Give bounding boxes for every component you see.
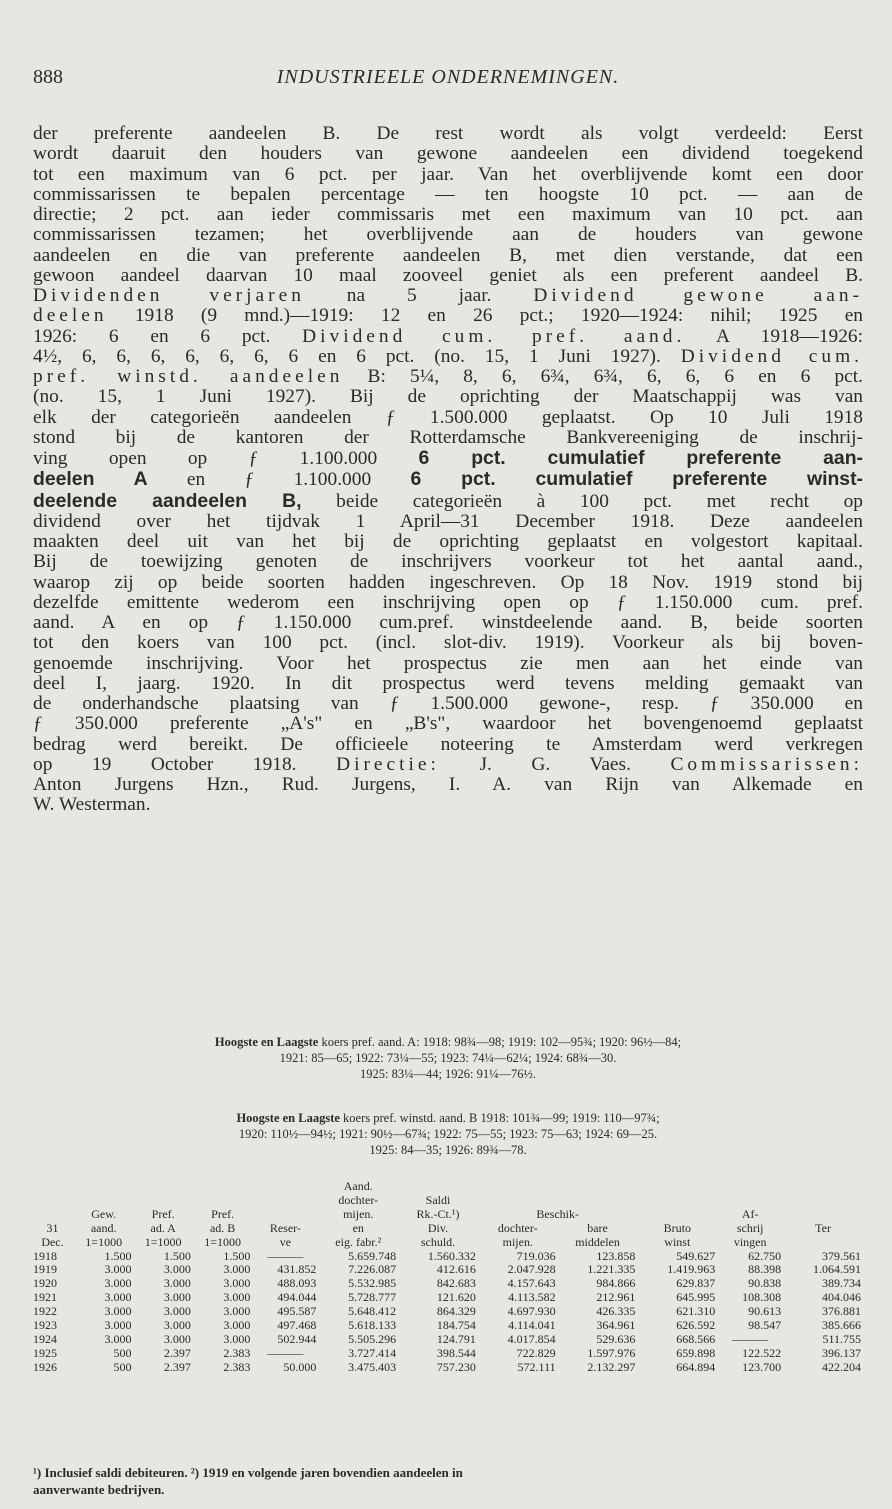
column-header: vingen [733,1234,767,1249]
column-header: Ter [815,1220,831,1235]
table-cell: 124.791 [436,1331,476,1346]
column-header: Reser- [269,1220,301,1235]
text-run: 1926: 6 en 6 pct. [33,326,303,347]
text-line: directie; 2 pct. aan ieder commissaris met een maximum van 10 pct. aan [33,205,863,225]
table-header-row [31,1236,863,1250]
financial-table [31,1180,863,1375]
text-line [33,469,863,490]
table-cell: 422.204 [822,1359,861,1374]
koers-lead: Hoogste en Laagste [236,1111,340,1125]
text-run: op 19 October 1918. [33,754,337,775]
bold-heading: 6 pct. cumulatief preferente winst- [410,469,863,491]
table-cell: 1.500 [163,1248,191,1263]
table-cell: 645.995 [676,1290,716,1305]
text-line [33,306,863,326]
table-header [31,1180,863,1250]
column-header: Aand. [343,1179,373,1193]
table-row [31,1291,863,1305]
table-cell: 3.000 [104,1290,132,1305]
text-line: gewoon aandeel daarvan 10 maal zooveel geniet als een preferent aandeel B. [33,265,863,286]
table-cell: 98.547 [748,1318,782,1333]
page-header [33,66,863,96]
table-cell: 495.587 [277,1304,317,1319]
table-cell: 364.961 [596,1318,636,1333]
body-text [33,124,863,816]
text-line: (no. 15, 1 Juni 1927). Bij de oprichting der Maatschappij was van [33,387,863,408]
table-cell: 1.064.591 [813,1262,861,1277]
table-cell: 3.000 [104,1331,132,1346]
column-header: Dec. [41,1234,64,1249]
text-line [33,367,863,387]
table-cell: 3.000 [223,1331,251,1346]
table-cell: 864.329 [436,1304,476,1319]
text-run: en ƒ 1.100.000 [147,469,411,491]
table-cell: 500 [113,1345,132,1360]
table-cell: 511.755 [822,1331,861,1346]
table-cell: 3.000 [223,1304,251,1319]
table-cell: 4.697.930 [507,1304,556,1319]
koers-line [33,1034,863,1050]
page-number: 888 [33,66,63,88]
table-cell: ——— [732,1331,769,1346]
column-header: ad. B [209,1220,236,1235]
table-row [31,1305,863,1319]
column-header: Div. [427,1220,449,1235]
spaced-heading: Dividenden verjaren [33,286,305,306]
running-title: INDUSTRIEELE ONDERNEMINGEN. [276,66,620,88]
spaced-heading: pref. winstd. aandeelen [33,367,344,387]
text-line: de onderhandsche plaatsing van ƒ 1.500.000 gewone-, resp. ƒ 350.000 en [33,694,863,714]
text-line [33,755,863,775]
column-header: dochter- [338,1192,379,1207]
table-row [31,1347,863,1361]
spaced-heading: Dividend gewone aan- [533,286,863,306]
column-header: Pref. [211,1206,235,1221]
table-cell: 212.961 [596,1290,636,1305]
table-cell: 1.500 [104,1248,132,1263]
koers-pref-b [33,1110,863,1158]
koers-text: koers pref. winstd. aand. B 1918: 101¾—99; 1919: 110—97¾; [339,1111,660,1125]
table-cell: 5.728.777 [348,1290,397,1305]
table-cell: 62.750 [748,1248,782,1263]
table-cell: 1925 [33,1345,57,1360]
table-cell: 722.829 [516,1345,556,1360]
table-cell: 629.837 [676,1276,716,1291]
text-run: 1918 (9 mnd.)—1919: 12 en 26 pct.; 1920—1924: nihil; 1925 en [107,306,863,327]
table-cell: 2.397 [163,1345,191,1360]
column-header: dochter- [497,1220,538,1235]
column-header: Pref. [151,1206,175,1221]
text-run: J. G. Vaes. [439,754,671,775]
table-cell: 122.522 [742,1345,782,1360]
table-cell: 1922 [33,1304,57,1319]
koers-pref-a [33,1034,863,1082]
table-cell: 184.754 [436,1318,476,1333]
table-header-row [31,1208,863,1222]
table-cell: ——— [267,1248,304,1263]
table-cell: 3.000 [223,1290,251,1305]
column-header: Gew. [91,1206,117,1221]
table-cell: 3.000 [223,1276,251,1291]
spaced-heading: Commissarissen: [670,754,863,775]
table-cell: 488.093 [277,1276,317,1291]
table-cell: 2.132.297 [587,1359,636,1374]
table-body [31,1250,863,1375]
table-cell: 719.036 [516,1248,556,1263]
text-line [33,491,863,512]
column-header: eig. fabr.² [335,1234,382,1249]
text-line: Anton Jurgens Hzn., Rud. Jurgens, I. A. van Rijn van Alkemade en [33,775,863,795]
table-row [31,1319,863,1333]
table-cell: 5.659.748 [348,1248,397,1263]
table-cell: 108.308 [742,1290,782,1305]
table-cell: 3.000 [223,1262,251,1277]
table-cell: 1924 [33,1331,57,1346]
table-cell: 2.383 [223,1359,251,1374]
column-header: 1=1000 [85,1234,123,1249]
table-cell: 572.111 [517,1359,556,1374]
table-cell: 2.047.928 [507,1262,556,1277]
bold-heading: 6 pct. cumulatief preferente aan- [418,448,863,469]
table-cell: 404.046 [822,1290,861,1305]
text-run: ving open op ƒ 1.100.000 [33,448,419,469]
table-cell: 3.000 [104,1276,132,1291]
table-cell: 3.000 [104,1262,132,1277]
column-header: schrij [736,1220,764,1235]
column-header: Af- [741,1206,759,1221]
table-header-row [31,1180,863,1194]
text-line: bedrag werd bereikt. De officieele noteering te Amsterdam werd verkregen [33,734,863,755]
column-header: ad. A [150,1220,176,1235]
table-header-row [31,1194,863,1208]
table-cell: 1.419.963 [667,1262,716,1277]
table-cell: 426.335 [596,1304,636,1319]
table-cell: 659.898 [676,1345,716,1360]
table-cell: 90.613 [748,1304,782,1319]
column-header: schuld. [420,1234,456,1249]
table-cell: 3.727.414 [348,1345,397,1360]
table-cell: 626.592 [676,1318,716,1333]
table-cell: 5.618.133 [348,1318,397,1333]
footnotes [33,1464,863,1498]
text-line [33,286,863,306]
text-line: genoemde inschrijving. Voor het prospectus zie men aan het einde van [33,653,863,674]
text-line: aand. A en op ƒ 1.150.000 cum.pref. winstdeelende aand. B, beide soorten [33,613,863,633]
table-cell: 3.000 [104,1304,132,1319]
text-run: B: 5¼, 8, 6, 6¾, 6¾, 6, 6, 6 en 6 pct. [343,367,863,387]
column-header: 1=1000 [204,1234,242,1249]
table-cell: 398.544 [436,1345,476,1360]
column-header: bare [587,1220,608,1235]
koers-text: koers pref. aand. A: 1918: 98¾—98; 1919: 102—95¾; 1920: 96½—84; [318,1035,682,1049]
text-line: commissarissen tezamen; het overblijvende aan de houders van gewone [33,225,863,246]
table-cell: 121.620 [436,1290,476,1305]
table-cell: 5.505.296 [348,1331,397,1346]
column-header: aand. [90,1220,117,1235]
table-cell: 1918 [33,1248,57,1263]
table-cell: 842.683 [436,1276,476,1291]
koers-lead: Hoogste en Laagste [214,1035,319,1049]
spaced-heading: Dividend cum. [680,346,863,367]
column-header: Bruto [663,1220,691,1235]
table-cell: 4.017.854 [507,1331,556,1346]
column-header: middelen [575,1234,620,1249]
spaced-heading: deelen [33,306,108,327]
table-cell: 379.561 [822,1248,861,1263]
text-line: wordt daaruit den houders van gewone aandeelen een dividend toegekend [33,144,863,165]
table-header-row [31,1222,863,1236]
table-cell: 500 [113,1359,132,1374]
table-cell: 494.044 [277,1290,317,1305]
table-cell: 757.230 [436,1359,476,1374]
spaced-heading: Dividend cum. pref. aand. [302,326,686,347]
table-cell: 2.397 [163,1359,191,1374]
table-cell: 3.000 [163,1318,191,1333]
text-line: W. Westerman. [33,795,151,816]
text-line [33,347,863,367]
column-header: winst [664,1234,691,1249]
table-cell: 664.894 [676,1359,716,1374]
table-cell: 3.000 [163,1276,191,1291]
bold-heading: deelen A [33,469,148,491]
table-row [31,1277,863,1291]
table-cell: 50.000 [283,1359,317,1374]
text-line: elk der categorieën aandeelen ƒ 1.500.000 geplaatst. Op 10 Juli 1918 [33,407,863,428]
table-cell: 3.475.403 [348,1359,397,1374]
bold-heading: deelende aandeelen B, [33,490,302,512]
text-line [33,327,863,347]
table-cell: 621.310 [676,1304,716,1319]
table-cell: 88.398 [748,1262,782,1277]
text-line: aandeelen en die van preferente aandeelen B, met dien verstande, dat een [33,245,863,266]
table-cell: 3.000 [163,1290,191,1305]
table-cell: 984.866 [596,1276,636,1291]
table-cell: 1926 [33,1359,57,1374]
text-run: beide categorieën à 100 pct. met recht op [301,490,863,512]
text-line: Bij de toewijzing genoten de inschrijvers voorkeur tot het aantal aand., [33,552,863,573]
text-line [33,448,863,469]
table-cell: 1.560.332 [427,1248,476,1263]
table-cell: 90.838 [748,1276,782,1291]
text-line: commissarissen te bepalen percentage — ten hoogste 10 pct. — aan de [33,184,863,205]
koers-line: 1920: 110½—94½; 1921: 90½—67¾; 1922: 75—55; 1923: 75—63; 1924: 69—25. [238,1127,658,1141]
text-run: na 5 jaar. [304,286,534,306]
column-header: ve [279,1234,292,1249]
table-cell: ——— [267,1345,304,1360]
column-header: en [352,1220,364,1235]
text-line: dezelfde emittente wederom een inschrijving open op ƒ 1.150.000 cum. pref. [33,592,863,613]
column-header: mijen. [343,1206,374,1221]
table-cell: 3.000 [104,1318,132,1333]
text-line: tot den koers van 100 pct. (incl. slot-div. 1919). Voorkeur als bij boven- [33,633,863,654]
table-cell: 1920 [33,1276,57,1291]
table-cell: 7.226.087 [348,1262,397,1277]
column-header: Saldi [425,1192,451,1207]
table-row [31,1361,863,1375]
table-row [31,1263,863,1277]
table-cell: 3.000 [163,1331,191,1346]
table-row [31,1250,863,1264]
table-cell: 4.114.041 [508,1318,556,1333]
table-cell: 497.468 [277,1318,317,1333]
text-line: maakten deel uit van het bij de oprichting geplaatst en volgestort kapitaal. [33,532,863,552]
koers-line: 1925: 83¼—44; 1926: 91¼—76½. [359,1067,537,1081]
column-header: Rk.-Ct.¹) [416,1206,460,1221]
table-cell: 1923 [33,1318,57,1333]
text-line: stond bij de kantoren der Rotterdamsche Bankvereeniging de inschrij- [33,427,863,448]
koers-line: 1925: 84—35; 1926: 89¾—78. [369,1143,527,1157]
table-cell: 376.881 [822,1304,861,1319]
text-line: dividend over het tijdvak 1 April—31 December 1918. Deze aandeelen [33,511,863,532]
table-cell: 4.157.643 [507,1276,556,1291]
table-cell: 123.858 [596,1248,636,1263]
table-cell: 502.944 [277,1331,317,1346]
table-cell: 529.636 [596,1331,636,1346]
table-cell: 3.000 [163,1304,191,1319]
table-cell: 431.852 [277,1262,317,1277]
footnote-line: ¹) Inclusief saldi debiteuren. ²) 1919 en volgende jaren bovendien aandeelen in [33,1465,463,1480]
text-run: A 1918—1926: [685,326,863,347]
column-header: 1=1000 [144,1234,182,1249]
table-cell: 4.113.582 [508,1290,556,1305]
table-cell: 1.500 [223,1248,251,1263]
text-line: ƒ 350.000 preferente „A's" en „B's", waardoor het bovengenoemd geplaatst [33,714,863,735]
column-header: 31 [46,1220,59,1235]
table-cell: 3.000 [223,1318,251,1333]
text-line: waarop zij op beide soorten hadden ingeschreven. Op 18 Nov. 1919 stond bij [33,572,863,593]
text-line: tot een maximum van 6 pct. per jaar. Van het overblijvende komt een door [33,164,863,185]
column-header: Beschik- [536,1206,579,1221]
table-cell: 412.616 [436,1262,476,1277]
table-cell: 1919 [33,1262,57,1277]
table-cell: 5.532.985 [348,1276,397,1291]
table-cell: 668.566 [676,1331,716,1346]
column-header: mijen. [502,1234,533,1249]
spaced-heading: Directie: [336,754,440,775]
text-line: deel I, jaarg. 1920. In dit prospectus werd tevens melding gemaakt van [33,673,863,694]
footnote-line: aanverwante bedrijven. [33,1482,165,1497]
text-run: 4½, 6, 6, 6, 6, 6, 6, 6 en 6 pct. (no. 15, 1 Juni 1927). [33,346,681,367]
koers-line [33,1110,863,1126]
table-cell: 396.137 [822,1345,861,1360]
table-cell: 1.221.335 [587,1262,636,1277]
table-cell: 385.666 [822,1318,861,1333]
table-cell: 123.700 [742,1359,782,1374]
table-cell: 2.383 [223,1345,251,1360]
table-cell: 1.597.976 [587,1345,636,1360]
table-cell: 389.734 [822,1276,861,1291]
table-cell: 5.648.412 [348,1304,397,1319]
table-cell: 549.627 [676,1248,716,1263]
koers-line: 1921: 85—65; 1922: 73¼—55; 1923: 74¼—62¼; 1924: 68¾—30. [279,1051,617,1065]
table-cell: 3.000 [163,1262,191,1277]
table-cell: 1921 [33,1290,57,1305]
table-row [31,1333,863,1347]
text-line: der preferente aandeelen B. De rest wordt als volgt verdeeld: Eerst [33,124,863,144]
